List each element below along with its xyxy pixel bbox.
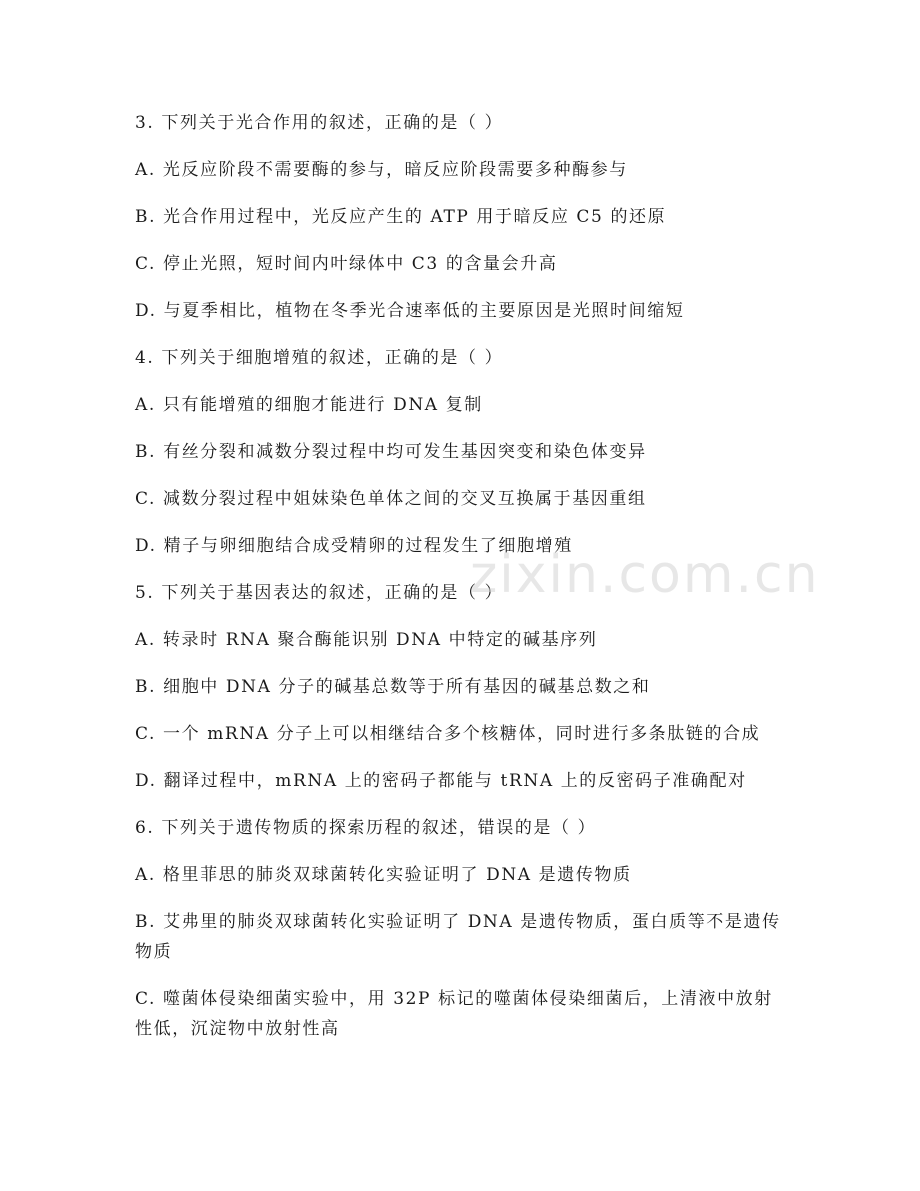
q3-stem: 3. 下列关于光合作用的叙述，正确的是（ ） [135,113,504,133]
q6-option-b: B. 艾弗里的肺炎双球菌转化实验证明了 DNA 是遗传物质，蛋白质等不是遗传物质 [135,912,781,962]
q4-option-d: D. 精子与卵细胞结合成受精卵的过程发生了细胞增殖 [135,536,573,556]
q4-option-b: B. 有丝分裂和减数分裂过程中均可发生基因突变和染色体变异 [135,442,647,462]
q3-option-b: B. 光合作用过程中，光反应产生的 ATP 用于暗反应 C5 的还原 [135,207,667,227]
q4-option-c: C. 减数分裂过程中姐妹染色单体之间的交叉互换属于基因重组 [135,489,647,509]
q5-stem: 5. 下列关于基因表达的叙述，正确的是（ ） [135,583,504,603]
q6-option-a: A. 格里菲思的肺炎双球菌转化实验证明了 DNA 是遗传物质 [135,865,632,885]
q3-option-d: D. 与夏季相比，植物在冬季光合速率低的主要原因是光照时间缩短 [135,301,685,321]
q5-option-d: D. 翻译过程中，mRNA 上的密码子都能与 tRNA 上的反密码子准确配对 [135,771,747,791]
question-text [135,108,785,1061]
q6-option-c: C. 噬菌体侵染细菌实验中，用 32P 标记的噬菌体侵染细菌后，上清液中放射性低，沉淀物中放射性高 [135,989,773,1039]
q4-option-a: A. 只有能增殖的细胞才能进行 DNA 复制 [135,395,483,415]
q5-option-a: A. 转录时 RNA 聚合酶能识别 DNA 中特定的碱基序列 [135,630,598,650]
q3-option-c: C. 停止光照，短时间内叶绿体中 C3 的含量会升高 [135,254,558,274]
q5-option-b: B. 细胞中 DNA 分子的碱基总数等于所有基因的碱基总数之和 [135,677,651,697]
watermark: zixin.com.cn [470,545,820,605]
q4-stem: 4. 下列关于细胞增殖的叙述，正确的是（ ） [135,348,504,368]
q5-option-c: C. 一个 mRNA 分子上可以相继结合多个核糖体，同时进行多条肽链的合成 [135,724,761,744]
q3-option-a: A. 光反应阶段不需要酶的参与，暗反应阶段需要多种酶参与 [135,160,628,180]
q6-stem: 6. 下列关于遗传物质的探索历程的叙述，错误的是（ ） [135,818,597,838]
